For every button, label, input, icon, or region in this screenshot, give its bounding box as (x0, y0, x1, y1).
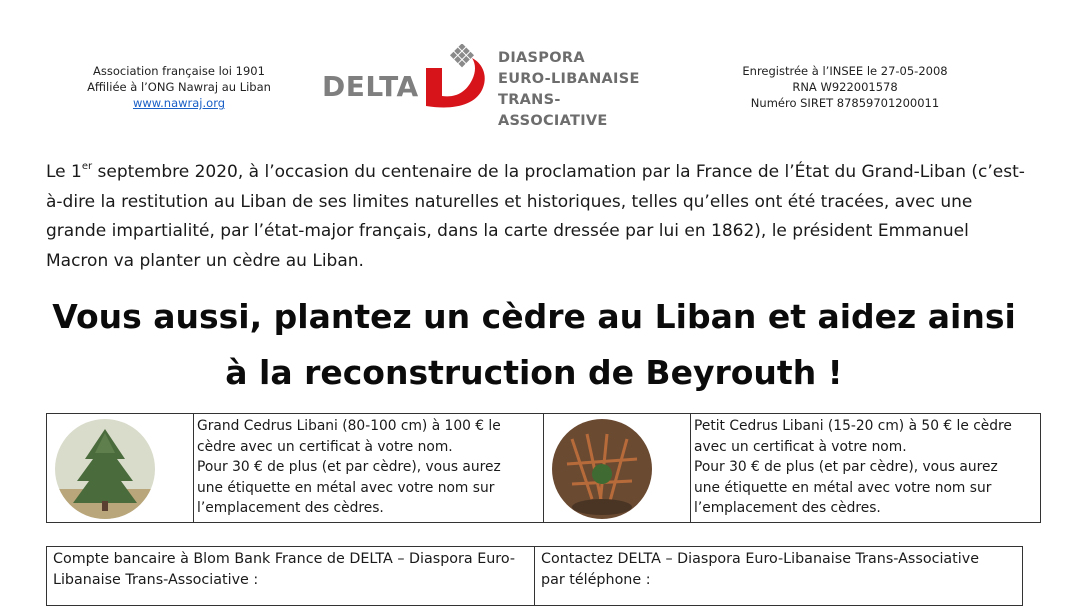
association-info (60, 63, 298, 111)
logo-tagline (498, 48, 662, 132)
offer-line: une étiquette en métal avec votre nom sur (694, 479, 992, 496)
rna-number: RNA W922001578 (792, 80, 898, 94)
offer-line: Grand Cedrus Libani (80-100 cm) à 100 € le (197, 418, 501, 434)
offer-line: l’emplacement des cèdres. (197, 500, 384, 517)
registration-info (720, 63, 970, 111)
logo-wordmark: DELTA (322, 70, 419, 103)
contact-line: par téléphone : (541, 572, 651, 588)
large-cedar-offer (194, 414, 544, 523)
cedar-offers-table (46, 413, 1041, 523)
insee-registration-line: Enregistrée à l’INSEE le 27-05-2008 (742, 64, 948, 78)
contact-cell (535, 547, 1023, 606)
affiliation-line: Affiliée à l’ONG Nawraj au Liban (87, 80, 271, 94)
campaign-headline (46, 289, 1022, 401)
intro-paragraph (46, 158, 1026, 276)
offer-line: l’emplacement des cèdres. (694, 500, 881, 517)
siret-number: Numéro SIRET 87859701200011 (750, 96, 940, 110)
bank-account-cell (47, 547, 535, 606)
bank-account-line: Compte bancaire à Blom Bank France de DELTA – Diaspora Euro- (53, 551, 516, 567)
delta-logo (322, 44, 662, 129)
contact-line: Contactez DELTA – Diaspora Euro-Libanaise Trans-Associative (541, 551, 980, 567)
small-cedar-seedling-icon (552, 419, 652, 519)
headline-line-2: à la reconstruction de Beyrouth ! (225, 353, 843, 392)
offer-line: Pour 30 € de plus (et par cèdre), vous aurez (197, 459, 501, 476)
headline-line-1: Vous aussi, plantez un cèdre au Liban et aidez ainsi (52, 297, 1016, 336)
offer-line: une étiquette en métal avec votre nom sur (197, 479, 495, 496)
small-cedar-offer (691, 414, 1041, 523)
small-cedar-photo (552, 419, 652, 519)
offer-line: Pour 30 € de plus (et par cèdre), vous aurez (694, 459, 998, 476)
logo-line-diaspora: DIASPORA (498, 50, 585, 66)
logo-line-trans-associative: TRANS-ASSOCIATIVE (498, 92, 608, 129)
large-cedar-photo (55, 419, 155, 519)
delta-logo-icon (422, 44, 498, 112)
bank-account-line: Libanaise Trans-Associative : (53, 572, 259, 588)
intro-date-prefix: Le 1 (46, 162, 82, 182)
offer-line: avec un certificat à votre nom. (694, 438, 907, 455)
offer-line: Petit Cedrus Libani (15-20 cm) à 50 € le cèdre (694, 418, 1012, 434)
association-law-line: Association française loi 1901 (93, 64, 265, 78)
nawraj-website-link[interactable]: www.nawraj.org (132, 96, 226, 110)
offer-image-cell (544, 414, 691, 523)
large-cedar-tree-icon (55, 419, 155, 519)
contact-bank-table (46, 546, 1023, 606)
offer-image-cell (47, 414, 194, 523)
logo-line-euro-libanaise: EURO-LIBANAISE (498, 71, 640, 87)
intro-ordinal-suffix: er (81, 161, 93, 172)
intro-body: septembre 2020, à l’occasion du centenaire de la proclamation par la France de l’État du Grand-Liban (c’est-à-dire la restitution au Liban de ses limites naturelles et historiques, telles qu’elles ont été tracées, avec une grande impartialité, par l’état-major français, dans la carte dressée par lui en 1862), le président Emmanuel Macron va planter un cèdre au Liban. (46, 162, 1025, 271)
offer-line: cèdre avec un certificat à votre nom. (197, 438, 453, 455)
